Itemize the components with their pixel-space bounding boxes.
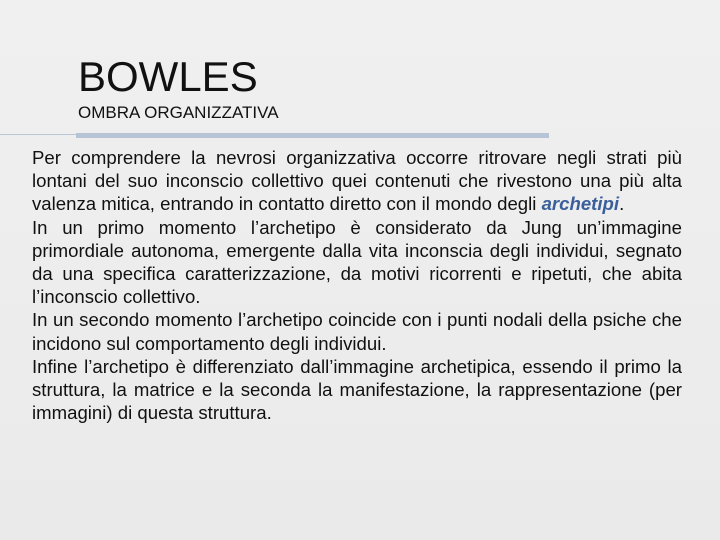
paragraph-1-text: Per comprendere la nevrosi organizzativa occorre ritrovare negli strati più lontani del suo inconscio collettivo quei contenuti che rivestono una più alta valenza mitica, entrando in contatto diretto con il mondo degli xyxy=(32,147,682,215)
paragraph-3: In un secondo momento l’archetipo coincide con i punti nodali della psiche che incidono sul comportamento degli individui. xyxy=(32,309,682,354)
keyword-archetipi: archetipi xyxy=(541,193,620,215)
slide-subtitle: OMBRA ORGANIZZATIVA xyxy=(78,103,279,122)
paragraph-4: Infine l’archetipo è differenziato dall’immagine archetipica, essendo il primo la struttura, la matrice e la seconda la manifestazione, la rappresentazione (per immagini) di questa struttura. xyxy=(32,355,682,424)
paragraph-1-end: . xyxy=(619,193,625,215)
title-divider xyxy=(0,133,549,139)
body-text xyxy=(32,146,682,424)
divider-thin-segment xyxy=(0,134,76,135)
divider-thick-segment xyxy=(76,133,549,138)
paragraph-2: In un primo momento l’archetipo è considerato da Jung un’immagine primordiale autonoma, emergente dalla vita inconscia degli individui, segnato da una specifica caratterizzazione, da motivi ricorrenti e ripetuti, che abita l’inconscio collettivo. xyxy=(32,216,682,308)
slide-title: BOWLES xyxy=(78,53,258,100)
paragraph-1 xyxy=(32,146,682,216)
